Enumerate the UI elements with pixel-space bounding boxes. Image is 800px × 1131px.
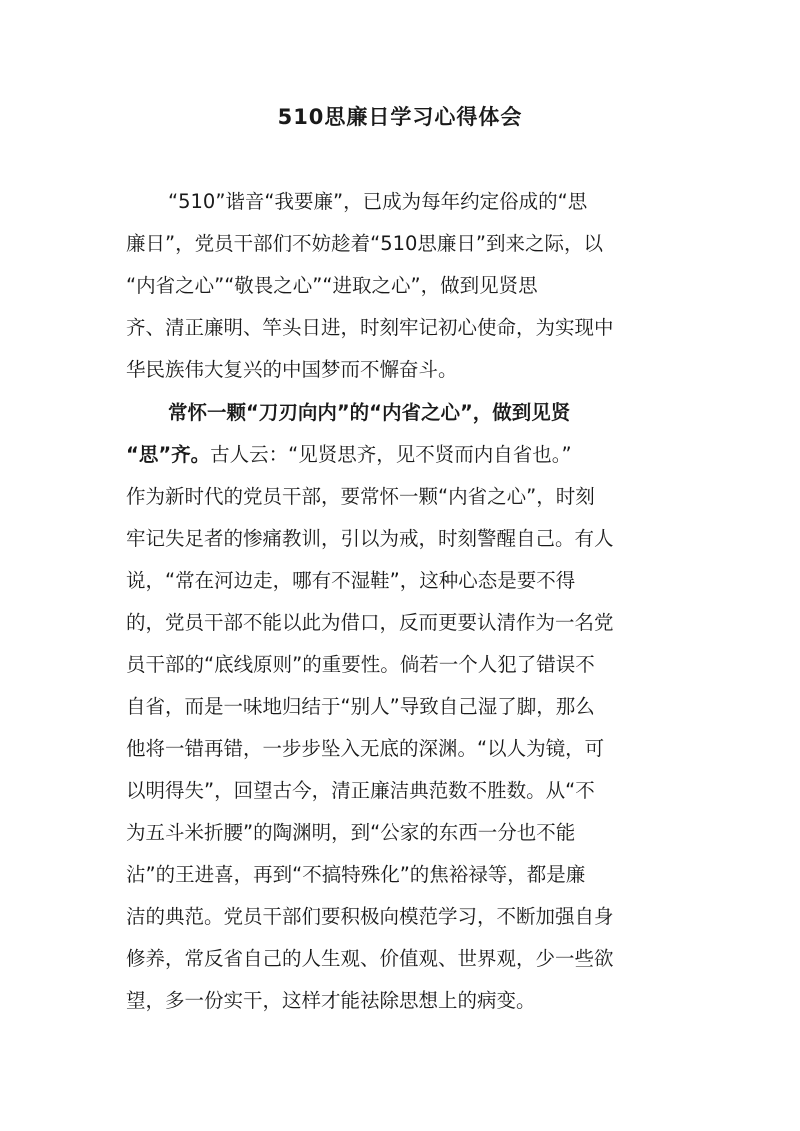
paragraph-2-line-9: 以明得失”，回望古今，清正廉洁典范数不胜数。从“不 xyxy=(126,779,595,802)
paragraph-1-line-1: “510”谐音“我要廉”，已成为每年约定俗成的“思 xyxy=(168,190,588,213)
paragraph-2-line-8: 他将一错再错，一步步坠入无底的深渊。“以人为镜，可 xyxy=(126,737,605,760)
paragraph-2-line-13: 修养，常反省自己的人生观、价值观、世界观，少一些欲 xyxy=(126,947,614,970)
paragraph-2-line-1 xyxy=(126,435,572,475)
paragraph-1-line-4: 齐、清正廉明、竿头日进，时刻牢记初心使命，为实现中 xyxy=(126,316,614,339)
paragraph-2-line-14: 望，多一份实干，这样才能祛除思想上的病变。 xyxy=(126,989,536,1012)
paragraph-1-line-5: 华民族伟大复兴的中国梦而不懈奋斗。 xyxy=(126,358,458,381)
paragraph-2-line-10: 为五斗米折腰”的陶渊明，到“公家的东西一分也不能 xyxy=(126,821,576,844)
paragraph-2-line-1-rest: 古人云：“见贤思齐，见不贤而内自省也。” xyxy=(210,443,572,466)
paragraph-2-line-6: 员干部的“底线原则”的重要性。倘若一个人犯了错误不 xyxy=(126,653,595,676)
paragraph-2-line-12: 洁的典范。党员干部们要积极向模范学习，不断加强自身 xyxy=(126,905,614,928)
paragraph-2-line-11: 沾”的王进喜，再到“不搞特殊化”的焦裕禄等，都是廉 xyxy=(126,863,586,886)
paragraph-2-line-2: 作为新时代的党员干部，要常怀一颗“内省之心”，时刻 xyxy=(126,485,595,508)
paragraph-2-line-3: 牢记失足者的惨痛教训，引以为戒，时刻警醒自己。有人 xyxy=(126,527,614,550)
paragraph-2-line-7: 自省，而是一味地归结于“别人”导致自己湿了脚，那么 xyxy=(126,695,595,718)
paragraph-1-line-2: 廉日”，党员干部们不妨趁着“510思廉日”到来之际，以 xyxy=(126,232,604,255)
document-title: 510思廉日学习心得体会 xyxy=(277,105,523,129)
paragraph-2-heading-end: “思”齐。 xyxy=(126,443,211,466)
paragraph-1-line-3: “内省之心”“敬畏之心”“进取之心”，做到见贤思 xyxy=(126,274,538,297)
paragraph-2-line-4: 说，“常在河边走，哪有不湿鞋”，这种心态是要不得 xyxy=(126,569,576,592)
paragraph-2-heading-line-1: 常怀一颗“刀刃向内”的“内省之心”，做到见贤 xyxy=(168,401,571,424)
paragraph-2-line-5: 的，党员干部不能以此为借口，反而更要认清作为一名党 xyxy=(126,611,614,634)
